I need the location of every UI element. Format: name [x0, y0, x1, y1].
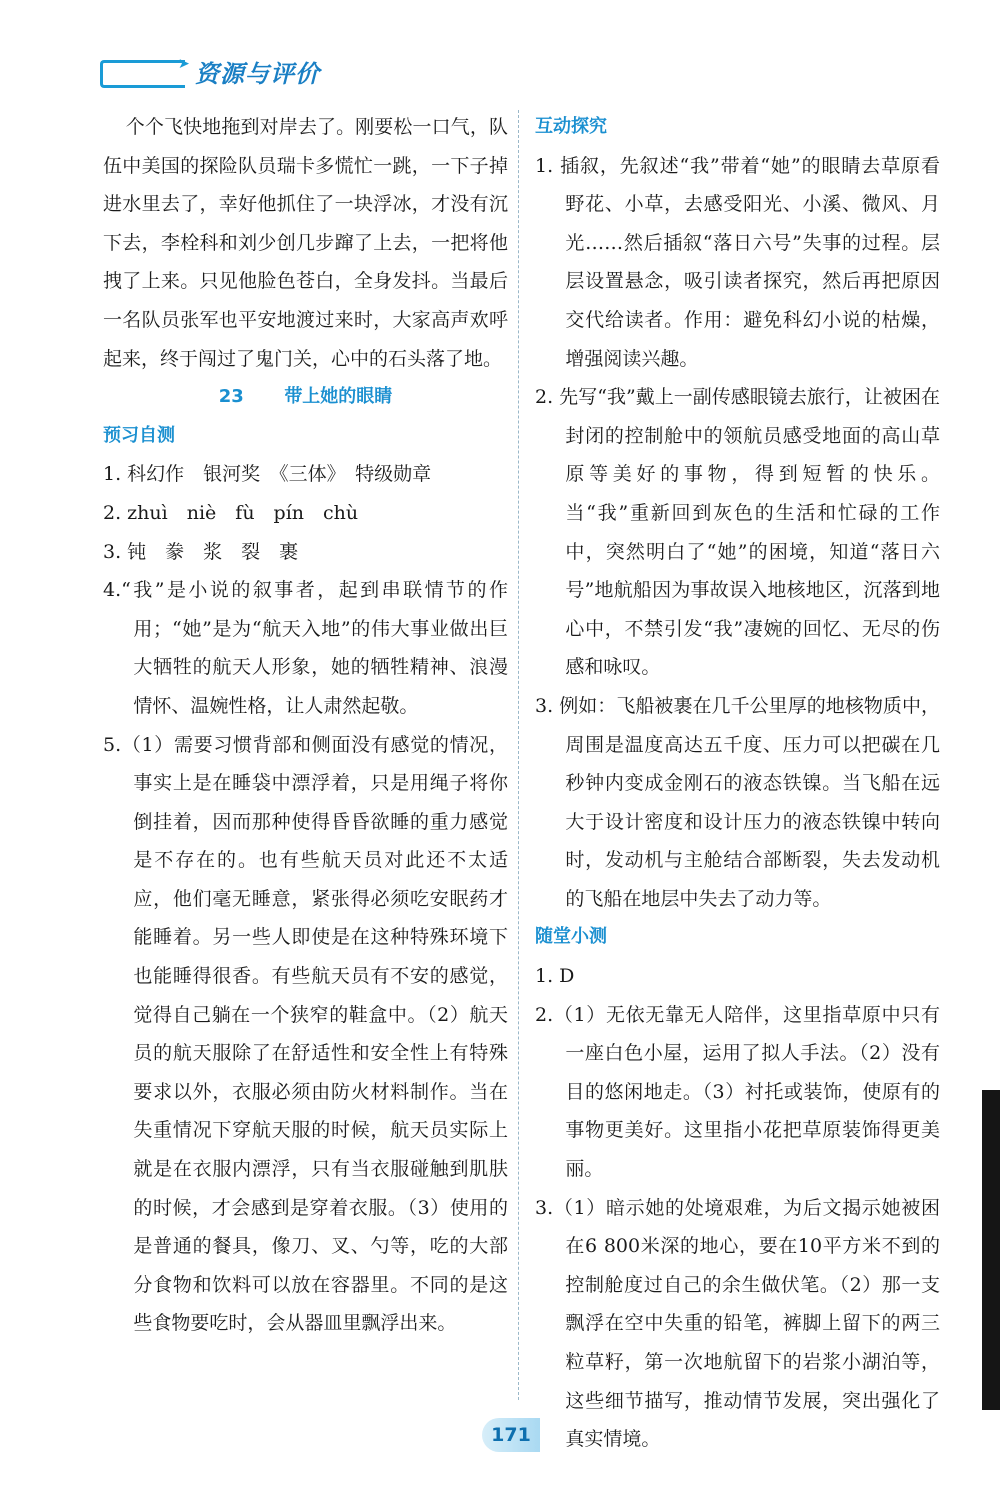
answer-item: 1. 科幻作 银河奖 《三体》 特级勋章 — [103, 463, 432, 486]
page-number: 171 — [482, 1418, 540, 1452]
answer-item: 2.（1）无依无靠无人陪伴，这里指草原中只有一座白色小屋，运用了拟人手法。（2）没有目的悠闲地走。（3）衬托或装饰，使原有的事物更美好。这里指小花把草原装饰得更美丽。 — [535, 1003, 940, 1181]
answer-item: 1. 插叙，先叙述“我”带着“她”的眼睛去草原看野花、小草，去感受阳光、小溪、微风、月光……然后插叙“落日六号”失事的过程。层层设置悬念，吸引读者探究，然后再把原因交代给读者。作用：避免科幻小说的枯燥，增强阅读兴趣。 — [535, 154, 940, 370]
section-title-preview: 预习自测 — [103, 424, 175, 446]
arrow-icon: ➤ — [178, 56, 190, 72]
header-bracket-decoration — [100, 60, 185, 88]
side-tab-decoration — [982, 1090, 1000, 1410]
intro-paragraph: 个个飞快地拖到对岸去了。刚要松一口气，队伍中美国的探险队员瑞卡多慌忙一跳，一下子掉进水里去了，幸好他抓住了一块浮冰，才没有沉下去，李栓科和刘少创几步蹿了上去，一把将他拽了上来。只见他脸色苍白，全身发抖。当最后一名队员张军也平安地渡过来时，大家高声欢呼起来，终于闯过了鬼门关，心中的石头落了地。 — [103, 116, 508, 370]
right-column — [535, 108, 940, 1459]
answer-item: 3.（1）暗示她的处境艰难，为后文揭示她被困在6 800米深的地心，要在10平方米不到的控制舱度过自己的余生做伏笔。（2）那一支飘浮在空中失重的铅笔，裤脚上留下的两三粒草籽，第一次地航留下的岩浆小湖泊等，这些细节描写，推动情节发展，突出强化了真实情境。 — [535, 1196, 940, 1451]
section-title-explore: 互动探究 — [535, 116, 607, 137]
answer-item: 4.“我”是小说的叙事者，起到串联情节的作用；“她”是为“航天入地”的伟大事业做出巨大牺牲的航天人形象，她的牺牲精神、浪漫情怀、温婉性格，让人肃然起敬。 — [103, 579, 508, 717]
left-column — [103, 108, 508, 1343]
answer-item: 1. D — [535, 965, 575, 988]
chapter-number: 23 — [218, 386, 244, 408]
answer-item: 3. 钝 豢 浆 裂 裹 — [103, 540, 299, 563]
page-header — [100, 50, 360, 95]
header-title: 资源与评价 — [195, 60, 320, 88]
answer-item: 3. 例如：飞船被裹在几千公里厚的地核物质中，周围是温度高达五千度、压力可以把碳在几秒钟内变成金刚石的液态铁镍。当飞船在远大于设计密度和设计压力的液态铁镍中转向时，发动机与主舱结合部断裂，失去发动机的飞船在地层中失去了动力等。 — [535, 694, 940, 910]
chapter-title: 带上她的眼睛 — [284, 386, 393, 408]
chapter-heading — [103, 378, 508, 417]
column-divider — [518, 110, 519, 1400]
answer-item: 2. zhuì niè fù pín chù — [103, 501, 359, 524]
answer-item: 5.（1）需要习惯背部和侧面没有感觉的情况，事实上是在睡袋中漂浮着，只是用绳子将你倒挂着，因而那种使得昏昏欲睡的重力感觉是不存在的。也有些航天员对此还不太适应，他们毫无睡意，紧张得必须吃安眠药才能睡着。另一些人即使是在这种特殊环境下也能睡得很香。有些航天员有不安的感觉，觉得自己躺在一个狭窄的鞋盒中。（2）航天员的航天服除了在舒适性和安全性上有特殊要求以外，衣服必须由防火材料制作。当在失重情况下穿航天服的时候，航天员实际上就是在衣服内漂浮，只有当衣服碰触到肌肤的时候，才会感到是穿着衣服。（3）使用的是普通的餐具，像刀、叉、勺等，吃的大部分食物和饮料可以放在容器里。不同的是这些食物要吃时，会从器皿里飘浮出来。 — [103, 733, 508, 1335]
section-title-quiz: 随堂小测 — [535, 926, 607, 948]
answer-item: 2. 先写“我”戴上一副传感眼镜去旅行，让被困在封闭的控制舱中的领航员感受地面的高山草原等美好的事物，得到短暂的快乐。当“我”重新回到灰色的生活和忙碌的工作中，突然明白了“她”的困境，知道“落日六号”地航船因为事故误入地核地区，沉落到地心中，不禁引发“我”凄婉的回忆、无尽的伤感和咏叹。 — [535, 386, 940, 679]
